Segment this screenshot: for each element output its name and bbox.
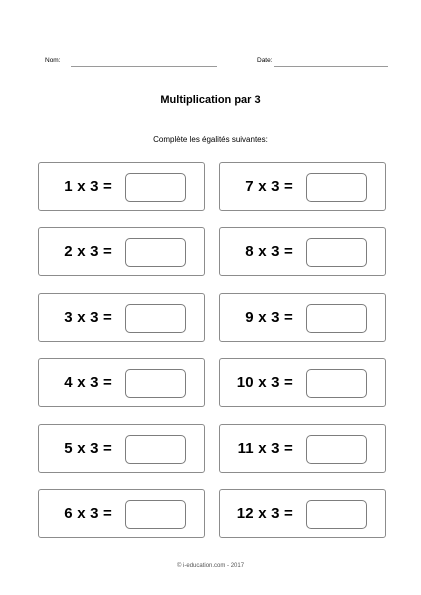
equation-text: 11 x 3 = [237,439,293,457]
answer-box[interactable] [306,238,367,267]
copyright-footer: © i-education.com - 2017 [176,563,245,569]
exercise-card [38,293,205,342]
answer-box[interactable] [306,173,367,202]
equation-text: 9 x 3 = [245,308,293,326]
exercise-card [219,162,386,211]
exercise-card [219,227,386,276]
exercise-card [219,293,386,342]
equation-text: 6 x 3 = [64,504,112,522]
date-label: Date: [257,57,273,64]
equation-text: 2 x 3 = [64,243,112,261]
equation-text: 1 x 3 = [64,178,112,195]
date-blank-line[interactable] [274,66,388,67]
equation-text: 7 x 3 = [245,178,293,195]
answer-box[interactable] [125,173,186,202]
answer-box[interactable] [306,369,367,398]
equation-text: 8 x 3 = [245,243,293,261]
equation-text: 3 x 3 = [64,308,112,326]
exercise-card [38,358,205,407]
equation-text: 5 x 3 = [64,439,112,457]
answer-box[interactable] [306,500,367,529]
exercise-card [38,489,205,538]
answer-box[interactable] [125,369,186,398]
name-blank-line[interactable] [71,66,217,67]
exercise-card [219,424,386,473]
exercise-grid [38,162,386,538]
answer-box[interactable] [306,435,367,464]
exercise-card [219,358,386,407]
answer-box[interactable] [125,304,186,333]
answer-box[interactable] [306,304,367,333]
equation-text: 4 x 3 = [64,374,112,392]
exercise-card [38,162,205,211]
answer-box[interactable] [125,238,186,267]
instruction-text: Complète les égalités suivantes: [153,135,268,144]
name-label: Nom: [45,57,61,64]
equation-text: 12 x 3 = [236,504,293,522]
equation-text: 10 x 3 = [236,374,293,392]
worksheet-title: Multiplication par 3 [160,94,261,106]
exercise-card [38,424,205,473]
answer-box[interactable] [125,500,186,529]
exercise-card [219,489,386,538]
answer-box[interactable] [125,435,186,464]
exercise-card [38,227,205,276]
